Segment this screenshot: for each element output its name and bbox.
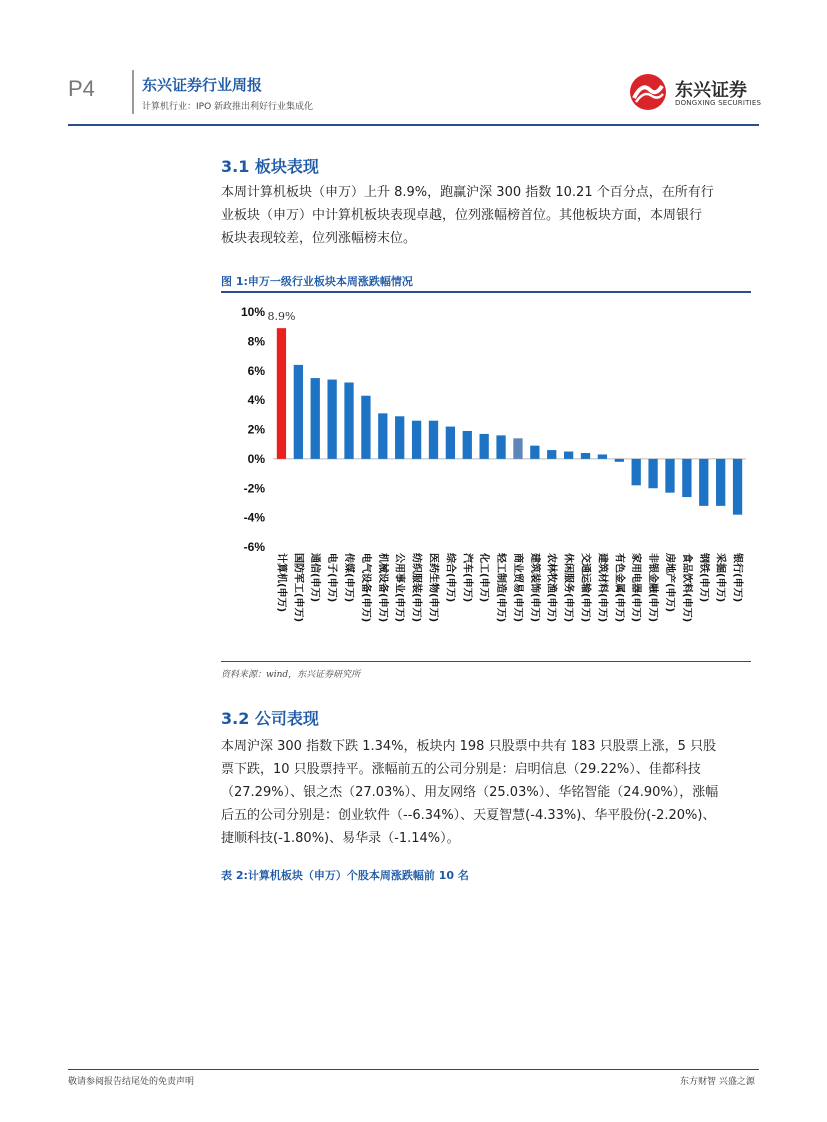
category-label: 纺织服装(申万) xyxy=(410,553,422,623)
y-tick-label: 6% xyxy=(247,363,265,378)
y-tick-label: -2% xyxy=(243,481,265,496)
y-tick-label: 8% xyxy=(247,334,265,349)
header-rule xyxy=(68,124,759,126)
bar xyxy=(733,459,742,515)
section-title-company: 3.2 公司表现 xyxy=(221,709,319,728)
section2-paragraph xyxy=(221,735,756,850)
bar xyxy=(547,450,556,459)
header-divider xyxy=(132,70,134,114)
bar xyxy=(277,328,286,459)
category-label: 商业贸易(申万) xyxy=(511,553,523,623)
footer-slogan: 东方财智 兴盛之源 xyxy=(680,1077,755,1087)
bar xyxy=(581,453,590,459)
bar xyxy=(361,396,370,459)
category-label: 公用事业(申万) xyxy=(393,553,405,623)
category-label: 交通运输(申万) xyxy=(579,553,591,623)
report-series-title: 东兴证券行业周报 xyxy=(142,76,263,94)
category-label: 食品饮料(申万) xyxy=(680,553,692,623)
figure-title: 图 1:申万一级行业板块本周涨跌幅情况 xyxy=(221,275,413,288)
bar xyxy=(429,421,438,459)
paragraph-line: 本周沪深 300 指数下跌 1.34%，板块内 198 只股票中共有 183 只股票上涨，5 只股 xyxy=(221,739,717,754)
category-label: 农林牧渔(申万) xyxy=(545,553,557,623)
paragraph-line: （27.29%）、银之杰（27.03%）、用友网络（25.03%）、华铭智能（24.90%），涨幅 xyxy=(221,785,719,800)
category-label: 轻工制造(申万) xyxy=(495,553,507,623)
category-label: 计算机(申万) xyxy=(275,553,287,613)
category-label: 采掘(申万) xyxy=(714,553,726,603)
paragraph-line: 捷顺科技(-1.80%)、易华录（-1.14%）。 xyxy=(221,831,460,846)
section1-paragraph xyxy=(221,181,756,250)
y-tick-label: -4% xyxy=(243,510,265,525)
category-label: 建筑装饰(申万) xyxy=(528,553,540,623)
bar xyxy=(344,383,353,459)
category-label: 钢铁(申万) xyxy=(697,553,709,603)
bar xyxy=(615,459,624,462)
paragraph-line: 本周计算机板块（申万）上升 8.9%，跑赢沪深 300 指数 10.21 个百分点，在所有行 xyxy=(221,185,714,200)
y-tick-label: 4% xyxy=(247,393,265,408)
footer-disclaimer: 敬请参阅报告结尾处的免责声明 xyxy=(68,1077,195,1087)
bar xyxy=(496,435,505,459)
y-tick-label: 2% xyxy=(247,422,265,437)
category-label: 建筑材料(申万) xyxy=(596,553,608,623)
bar xyxy=(294,365,303,459)
y-tick-label: -6% xyxy=(243,540,265,554)
bar xyxy=(598,454,607,458)
report-subtitle: 计算机行业：IPO 新政推出利好行业集成化 xyxy=(142,102,314,112)
bar xyxy=(412,421,421,459)
logo-english: DONGXING SECURITIES xyxy=(675,99,762,107)
category-label: 休闲服务(申万) xyxy=(562,553,574,623)
category-label: 国防军工(申万) xyxy=(292,553,304,623)
bar xyxy=(632,459,641,485)
paragraph-line: 板块表现较差，位列涨幅榜末位。 xyxy=(221,231,417,246)
bar xyxy=(699,459,708,506)
bar xyxy=(530,446,539,459)
bar xyxy=(564,452,573,459)
figure-top-rule xyxy=(221,291,751,293)
page-number: P4 xyxy=(68,76,95,101)
bar xyxy=(311,378,320,459)
footer-rule xyxy=(68,1069,759,1070)
figure-bottom-rule xyxy=(221,661,751,662)
y-tick-label: 0% xyxy=(247,451,265,466)
bar xyxy=(395,416,404,459)
bar xyxy=(682,459,691,497)
bar xyxy=(665,459,674,493)
bar xyxy=(378,413,387,459)
category-label: 电子(申万) xyxy=(326,553,338,603)
category-label: 汽车(申万) xyxy=(461,553,473,603)
figure-source: 资料来源：wind，东兴证券研究所 xyxy=(221,670,361,680)
bar xyxy=(513,438,522,459)
sector-change-bar-chart xyxy=(221,296,751,660)
category-label: 家用电器(申万) xyxy=(630,553,642,623)
category-label: 化工(申万) xyxy=(478,553,490,603)
bar xyxy=(327,380,336,459)
bar xyxy=(480,434,489,459)
category-label: 机械设备(申万) xyxy=(376,553,388,623)
paragraph-line: 后五的公司分别是：创业软件（--6.34%）、天夏智慧(-4.33%)、华平股份(-2.20%)、 xyxy=(221,808,716,823)
y-tick-label: 10% xyxy=(240,305,265,319)
section-title-sector: 3.1 板块表现 xyxy=(221,157,319,176)
bar xyxy=(648,459,657,488)
category-label: 医药生物(申万) xyxy=(427,553,439,623)
category-label: 传媒(申万) xyxy=(343,553,355,603)
paragraph-line: 业板块（申万）中计算机板块表现卓越，位列涨幅榜首位。其他板块方面，本周银行 xyxy=(221,208,703,223)
category-label: 综合(申万) xyxy=(444,553,456,603)
bar xyxy=(446,427,455,459)
bar xyxy=(716,459,725,506)
category-label: 非银金融(申万) xyxy=(647,553,659,623)
paragraph-line: 票下跌，10 只股票持平。涨幅前五的公司分别是：启明信息（29.22%）、佳都科技 xyxy=(221,762,701,777)
bar xyxy=(463,431,472,459)
category-label: 银行(申万) xyxy=(731,553,743,603)
category-label: 通信(申万) xyxy=(309,553,321,603)
category-label: 电气设备(申万) xyxy=(359,553,371,623)
data-label: 8.9% xyxy=(267,310,296,324)
table-title: 表 2:计算机板块（申万）个股本周涨跌幅前 10 名 xyxy=(221,869,469,882)
logo-wordmark: 东兴证券 xyxy=(675,80,747,101)
category-label: 房地产(申万) xyxy=(663,553,675,613)
category-label: 有色金属(申万) xyxy=(613,553,625,623)
